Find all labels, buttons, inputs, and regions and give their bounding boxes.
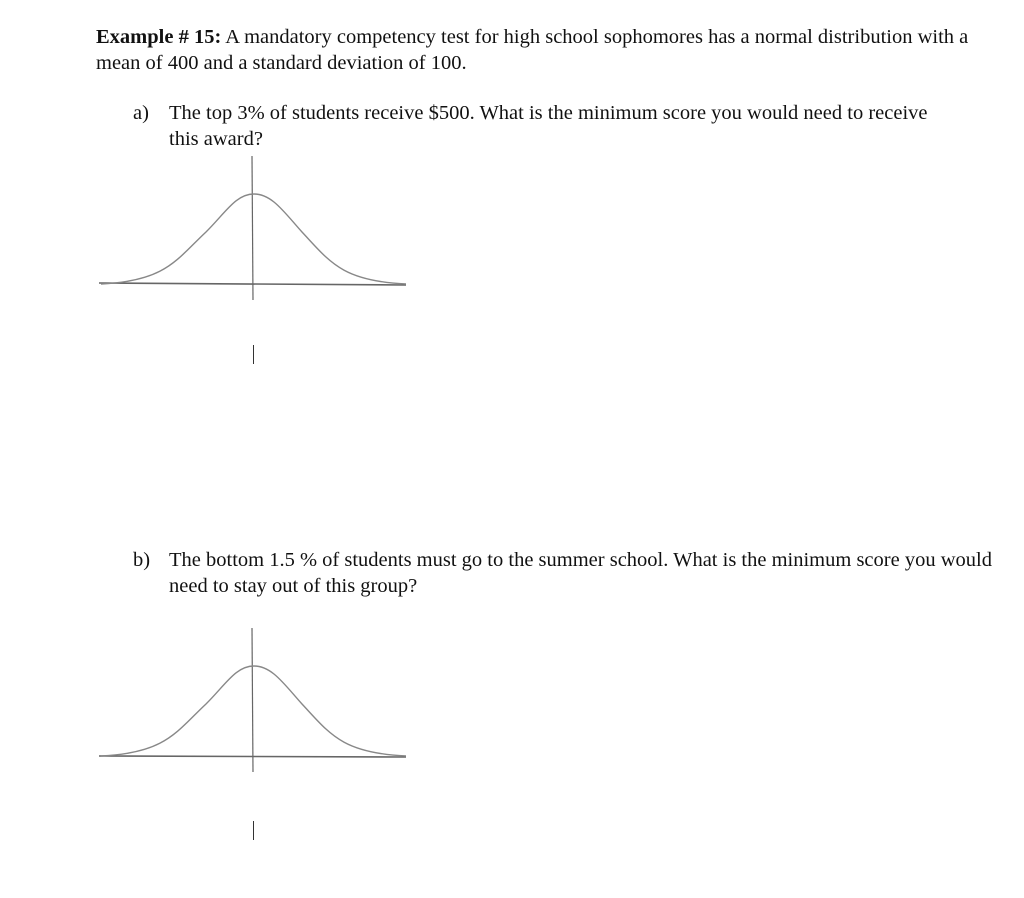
normal-curve-b bbox=[96, 620, 408, 772]
curve-a-bell bbox=[101, 194, 406, 284]
example-text: A mandatory competency test for high school sophomores has a normal distribution with a mean of 400 and a standard deviation of 100. bbox=[96, 26, 969, 74]
example-label: Example # 15: bbox=[96, 26, 222, 48]
question-a-text: The top 3% of students receive $500. What is the minimum score you would need to receive this award? bbox=[169, 102, 928, 150]
normal-curve-a bbox=[96, 150, 408, 302]
curve-b-vertical-axis bbox=[252, 628, 253, 772]
tick-mark-b bbox=[253, 821, 254, 840]
question-a-marker: a) bbox=[133, 102, 149, 124]
curve-a-vertical-axis bbox=[252, 156, 253, 300]
curve-b-bell bbox=[101, 666, 406, 756]
question-b-text: The bottom 1.5 % of students must go to the summer school. What is the minimum score you would need to stay out of this group? bbox=[169, 549, 992, 597]
example-intro bbox=[96, 24, 976, 76]
question-b-marker: b) bbox=[133, 549, 151, 571]
tick-mark-a bbox=[253, 345, 254, 364]
